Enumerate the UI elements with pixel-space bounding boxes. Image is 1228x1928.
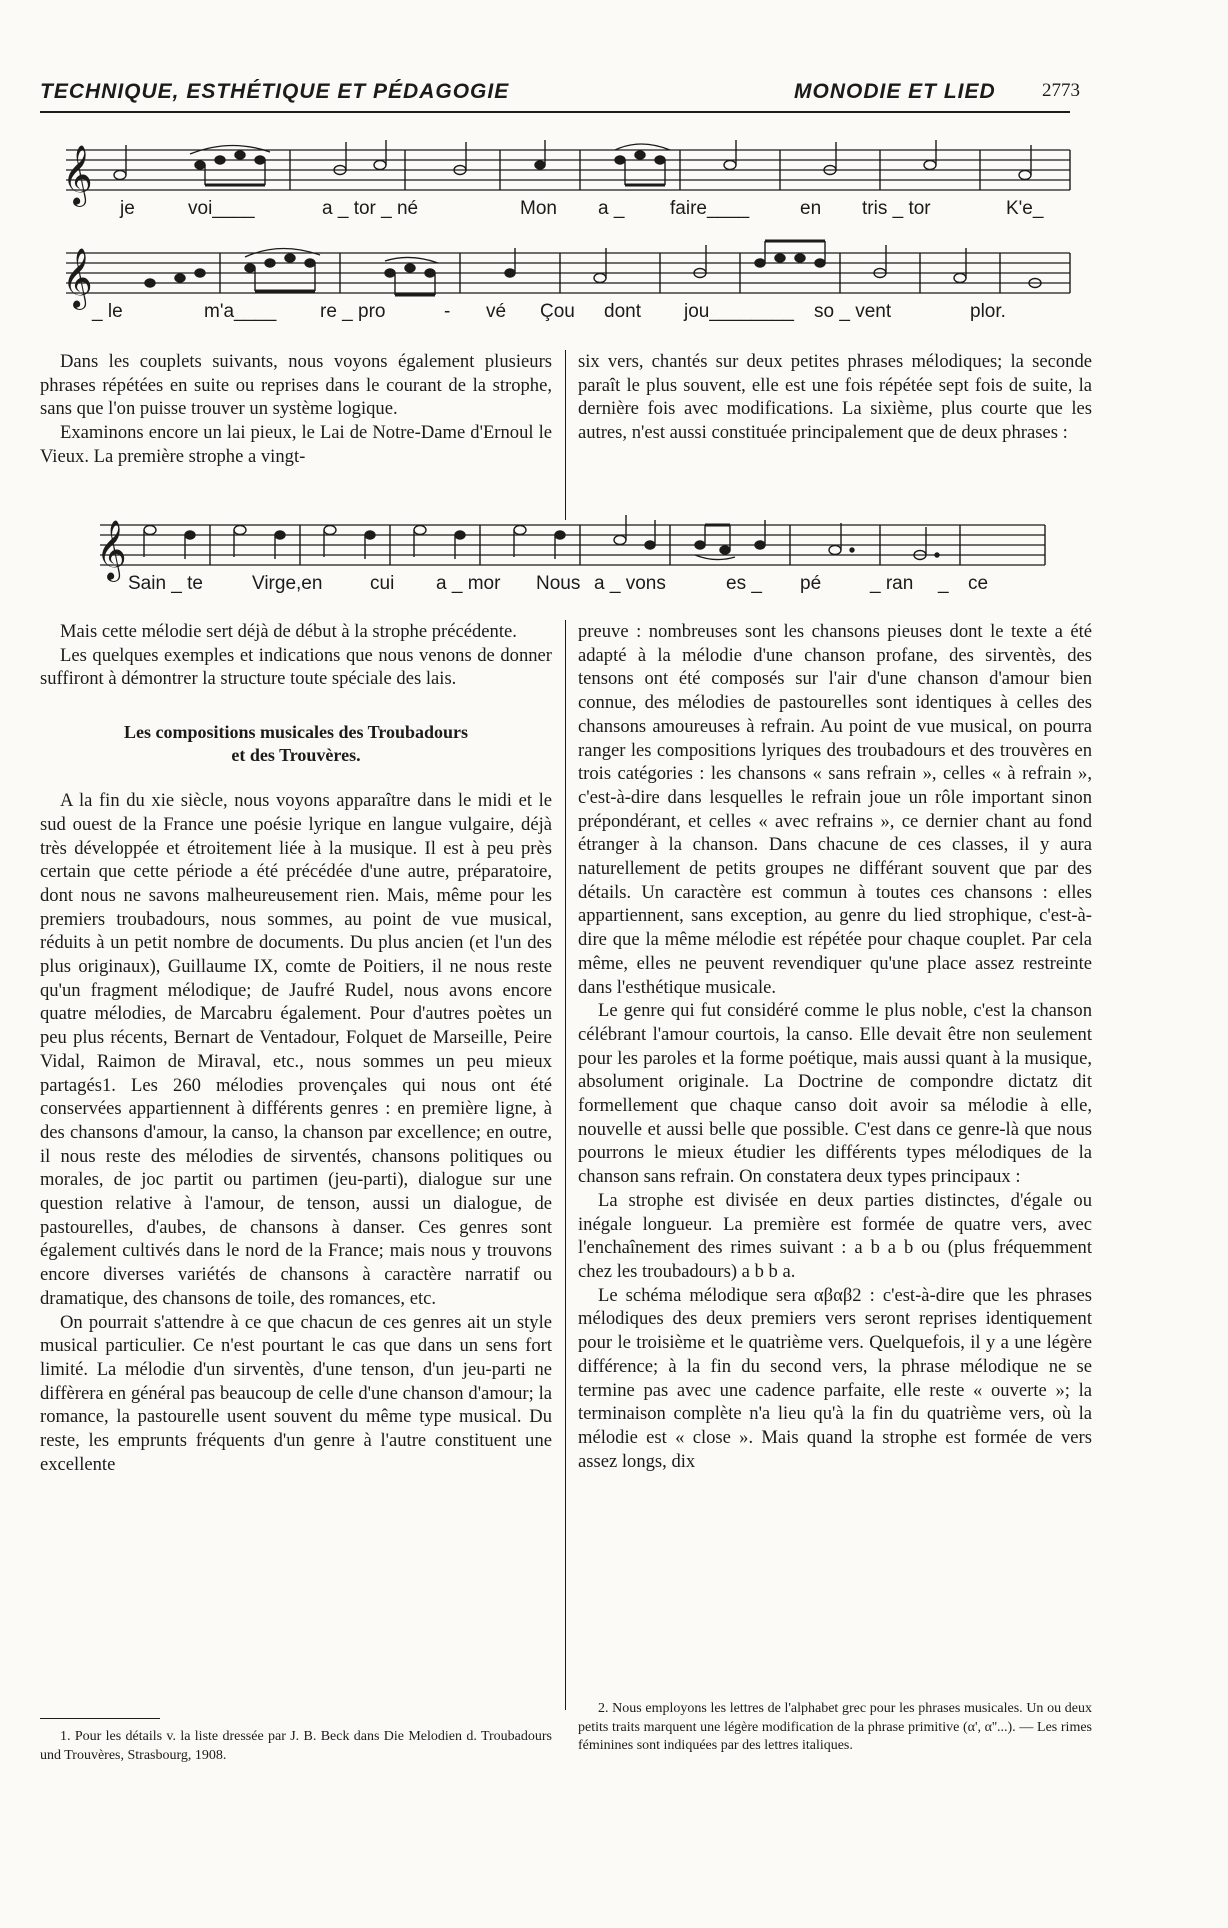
- paragraph: six vers, chantés sur deux petites phrases mélodiques; la seconde paraît le plus souvent, elle est une fois répétée sept fois de suite, la dernière fois avec modifications. La sixième, plus courte que les autres, n'est aussi constituée principalement que de deux phrases :: [578, 351, 1092, 444]
- staff-2-lyric: vé: [486, 301, 507, 322]
- paragraph: Le schéma mélodique sera αβαβ2 : c'est-à-dire que les phrases mélodiques des deux premiers vers seront reprises identiquement pour le troisième et le quatrième vers. Quelquefois, il y a une légère différence; à la fin du second vers, la phrase mélodique ne se termine pas avec une cadence parfaite, elle reste « ouverte »; la terminaison complète n'a lieu qu'à la fin du quatrième vers, où la mélodie est « close ». Mais quand la strophe est formée de vers assez longs, dix: [578, 1284, 1092, 1472]
- music-staff-1: [40, 140, 1080, 205]
- paragraph: preuve : nombreuses sont les chansons pieuses dont le texte a été adapté à la mélodie d'une chanson profane, des sirventès, des tensons ont été composés sur l'air d'une chanson d'amour bien connue, des mélodies de pastourelles sont identiques à celles des chansons amoureuses à refrain. Au point de vue musical, on pourra ranger les compositions lyriques des troubadours et des trouvères en trois catégories : les chansons « sans refrain », celles « à refrain », c'est-à-dire dans lesquelles le refrain joue un rôle important sinon prépondérant, et celles « avec refrains », ce dernier chant au fond étranger à la chanson. Dans chacune de ces classes, il y aura naturellement de petits groupes ne différant souvent que par des détails. Un caractère est commun à toutes ces chansons : elles appartiennent, sans exception, au genre du lied strophique, c'est-à-dire que la même mélodie est répétée pour chaque couplet. Par cela même, elles ne peuvent revendiquer qu'une place assez restreinte dans l'esthétique musicale.: [578, 621, 1092, 998]
- staff-3-lyric: ce: [968, 573, 989, 594]
- staff-1-lyric: en: [800, 198, 822, 219]
- music-staff-2: [40, 243, 1080, 308]
- staff-3-lyric: _: [938, 573, 949, 594]
- staff-1-lyric: K'e_: [1006, 198, 1044, 219]
- paragraph: Dans les couplets suivants, nous voyons également plusieurs phrases répétées en suite ou reprises dans le courant de la strophe, sans que l'on puisse trouver un système logique.: [40, 351, 552, 420]
- paragraph: La strophe est divisée en deux parties distinctes, d'égale ou inégale longueur. La première est formée de quatre vers, avec l'enchaînement des rimes suivant : a b a b ou (plus fréquemment chez les troubadours) a b b a.: [578, 1189, 1092, 1282]
- staff-2-lyric: m'a____: [204, 301, 277, 322]
- staff-3-lyric: pé: [800, 573, 822, 594]
- staff-2-lyric: re _ pro: [320, 301, 386, 322]
- running-header-left: TECHNIQUE, ESTHÉTIQUE ET PÉDAGOGIE: [40, 80, 510, 103]
- column-divider-main: [565, 620, 566, 1710]
- staff-2-lyric: Çou: [540, 301, 575, 322]
- staff-1-lyric: Mon: [520, 198, 557, 219]
- paragraph: On pourrait s'attendre à ce que chacun de ces genres ait un style musical particulier. Ce n'est pourtant le cas que dans un sens fort limité. La mélodie d'un sirventès, d'une tenson, d'un jeu-parti ne diffèrera en général pas beaucoup de celle d'une chanson d'amour; la romance, la pastourelle usent souvent du même type musical. Du reste, les emprunts fréquents d'un genre à l'autre constituent une excellente: [40, 1311, 552, 1475]
- footnote-rule-left: [40, 1718, 160, 1719]
- staff-1-lyric: tris _ tor: [862, 198, 931, 219]
- staff-3-lyric: Nous: [536, 573, 581, 594]
- staff-3-lyric: Sain _ te: [128, 573, 203, 594]
- staff-3-lyric: _ ran: [870, 573, 914, 594]
- staff-3-lyric: Virge,en: [252, 573, 323, 594]
- staff-3-lyric: a _ mor: [436, 573, 501, 594]
- staff-2-lyric: so _ vent: [814, 301, 892, 322]
- staff-2-lyric: dont: [604, 301, 641, 322]
- staff-1-lyric: voi____: [188, 198, 255, 219]
- staff-1-lyric: a _: [598, 198, 625, 219]
- section-heading: Les compositions musicales des Troubadours et des Trouvères.: [123, 722, 469, 766]
- staff-1-lyric: je: [120, 198, 135, 219]
- staff-1-lyric: faire____: [670, 198, 750, 219]
- staff-3-lyric: a _ vons: [594, 573, 666, 594]
- main-right-column: [578, 620, 1092, 1473]
- staff-2-lyric: plor.: [970, 301, 1006, 322]
- music-staff-3: [96, 515, 1060, 580]
- svg-text:𝄞: 𝄞: [62, 248, 93, 308]
- main-left-column: [40, 620, 552, 1477]
- staff-2-lyric: -: [444, 301, 451, 322]
- footnote-right: 2. Nous employons les lettres de l'alphabet grec pour les phrases musicales. Un ou deux petits traits marquent une légère modification de la phrase primitive (α', α''...). — Les rimes féminines sont indiquées par des lettres italiques.: [578, 1701, 1092, 1753]
- paragraph: Examinons encore un lai pieux, le Lai de Notre-Dame d'Ernoul le Vieux. La première strophe a vingt-: [40, 422, 552, 467]
- staff-1-lyric: a _ tor _ né: [322, 198, 419, 219]
- svg-text:𝄞: 𝄞: [96, 520, 127, 580]
- staff-3-lyric: cui: [370, 573, 395, 594]
- running-header-right: MONODIE ET LIED: [794, 80, 996, 103]
- upper-right-text: [578, 350, 1092, 445]
- footnote-left: 1. Pour les détails v. la liste dressée par J. B. Beck dans Die Melodien d. Troubadours und Trouvères, Strasbourg, 1908.: [40, 1729, 552, 1763]
- paragraph: Les quelques exemples et indications que nous venons de donner suffiront à démontrer la structure toute spéciale des lais.: [40, 644, 552, 690]
- page-number: 2773: [1042, 80, 1080, 101]
- staff-2-lyric: jou________: [684, 301, 794, 322]
- header-rule: [40, 111, 1070, 113]
- paragraph: Mais cette mélodie sert déjà de début à la strophe précédente.: [60, 621, 517, 642]
- column-divider-upper: [565, 350, 566, 520]
- paragraph: Le genre qui fut considéré comme le plus noble, c'est la chanson célébrant l'amour courtois, la canso. Elle devait être non seulement pour les paroles et la forme poétique, mais aussi quant à la musique, absolument originale. La Doctrine de compondre dictatz dit formellement que chaque canso doit avoir sa mélodie à elle, nouvelle et aussi belle que possible. C'est dans ce genre-là que nous pourrons le mieux étudier les différents types mélodiques de la chanson sans refrain. On constatera deux types principaux :: [578, 1000, 1092, 1188]
- paragraph: A la fin du xie siècle, nous voyons apparaître dans le midi et le sud ouest de la France une poésie lyrique en langue vulgaire, déjà très développée et étroitement liée à la musique. Il est à peu près certain que cette période a été précédée d'une autre, préparatoire, dont nous ne savons malheureusement rien. Mais, même pour les premiers troubadours, nous sommes, au point de vue musical, réduits à un petit nombre de documents. Du plus ancien (et l'un des plus originaux), Guillaume IX, comte de Poitiers, il ne nous reste qu'un fragment mélodique; de Jaufré Rudel, nous avons encore quatre mélodies, de Marcabru également. Pour d'autres poètes un peu plus récents, Bernart de Ventadour, Folquet de Marseille, Peire Vidal, Raimon de Miraval, etc., nous sommes un peu mieux partagés1. Les 260 mélodies provençales qui nous ont été conservées appartiennent à différents genres : en première ligne, à des chansons d'amour, la canso, la chanson par excellence; en outre, il nous reste des mélodies de sirventés, chansons politiques ou morales, de joc partit ou partimen (jeu-parti), dialogue sur une question relative à l'amour, de tenson, aussi un dialogue, de pastourelles, d'aubes, de chansons à danser. Ces genres sont également cultivés dans le nord de la France; mais nous y trouvons encore diverses variétés de chansons à caractère narratif ou dramatique, des chansons de toile, des romances, etc.: [40, 790, 552, 1309]
- svg-text:𝄞: 𝄞: [62, 145, 93, 205]
- staff-2-lyric: _ le: [92, 301, 123, 322]
- upper-left-text: [40, 350, 552, 469]
- staff-3-lyric: es _: [726, 573, 762, 594]
